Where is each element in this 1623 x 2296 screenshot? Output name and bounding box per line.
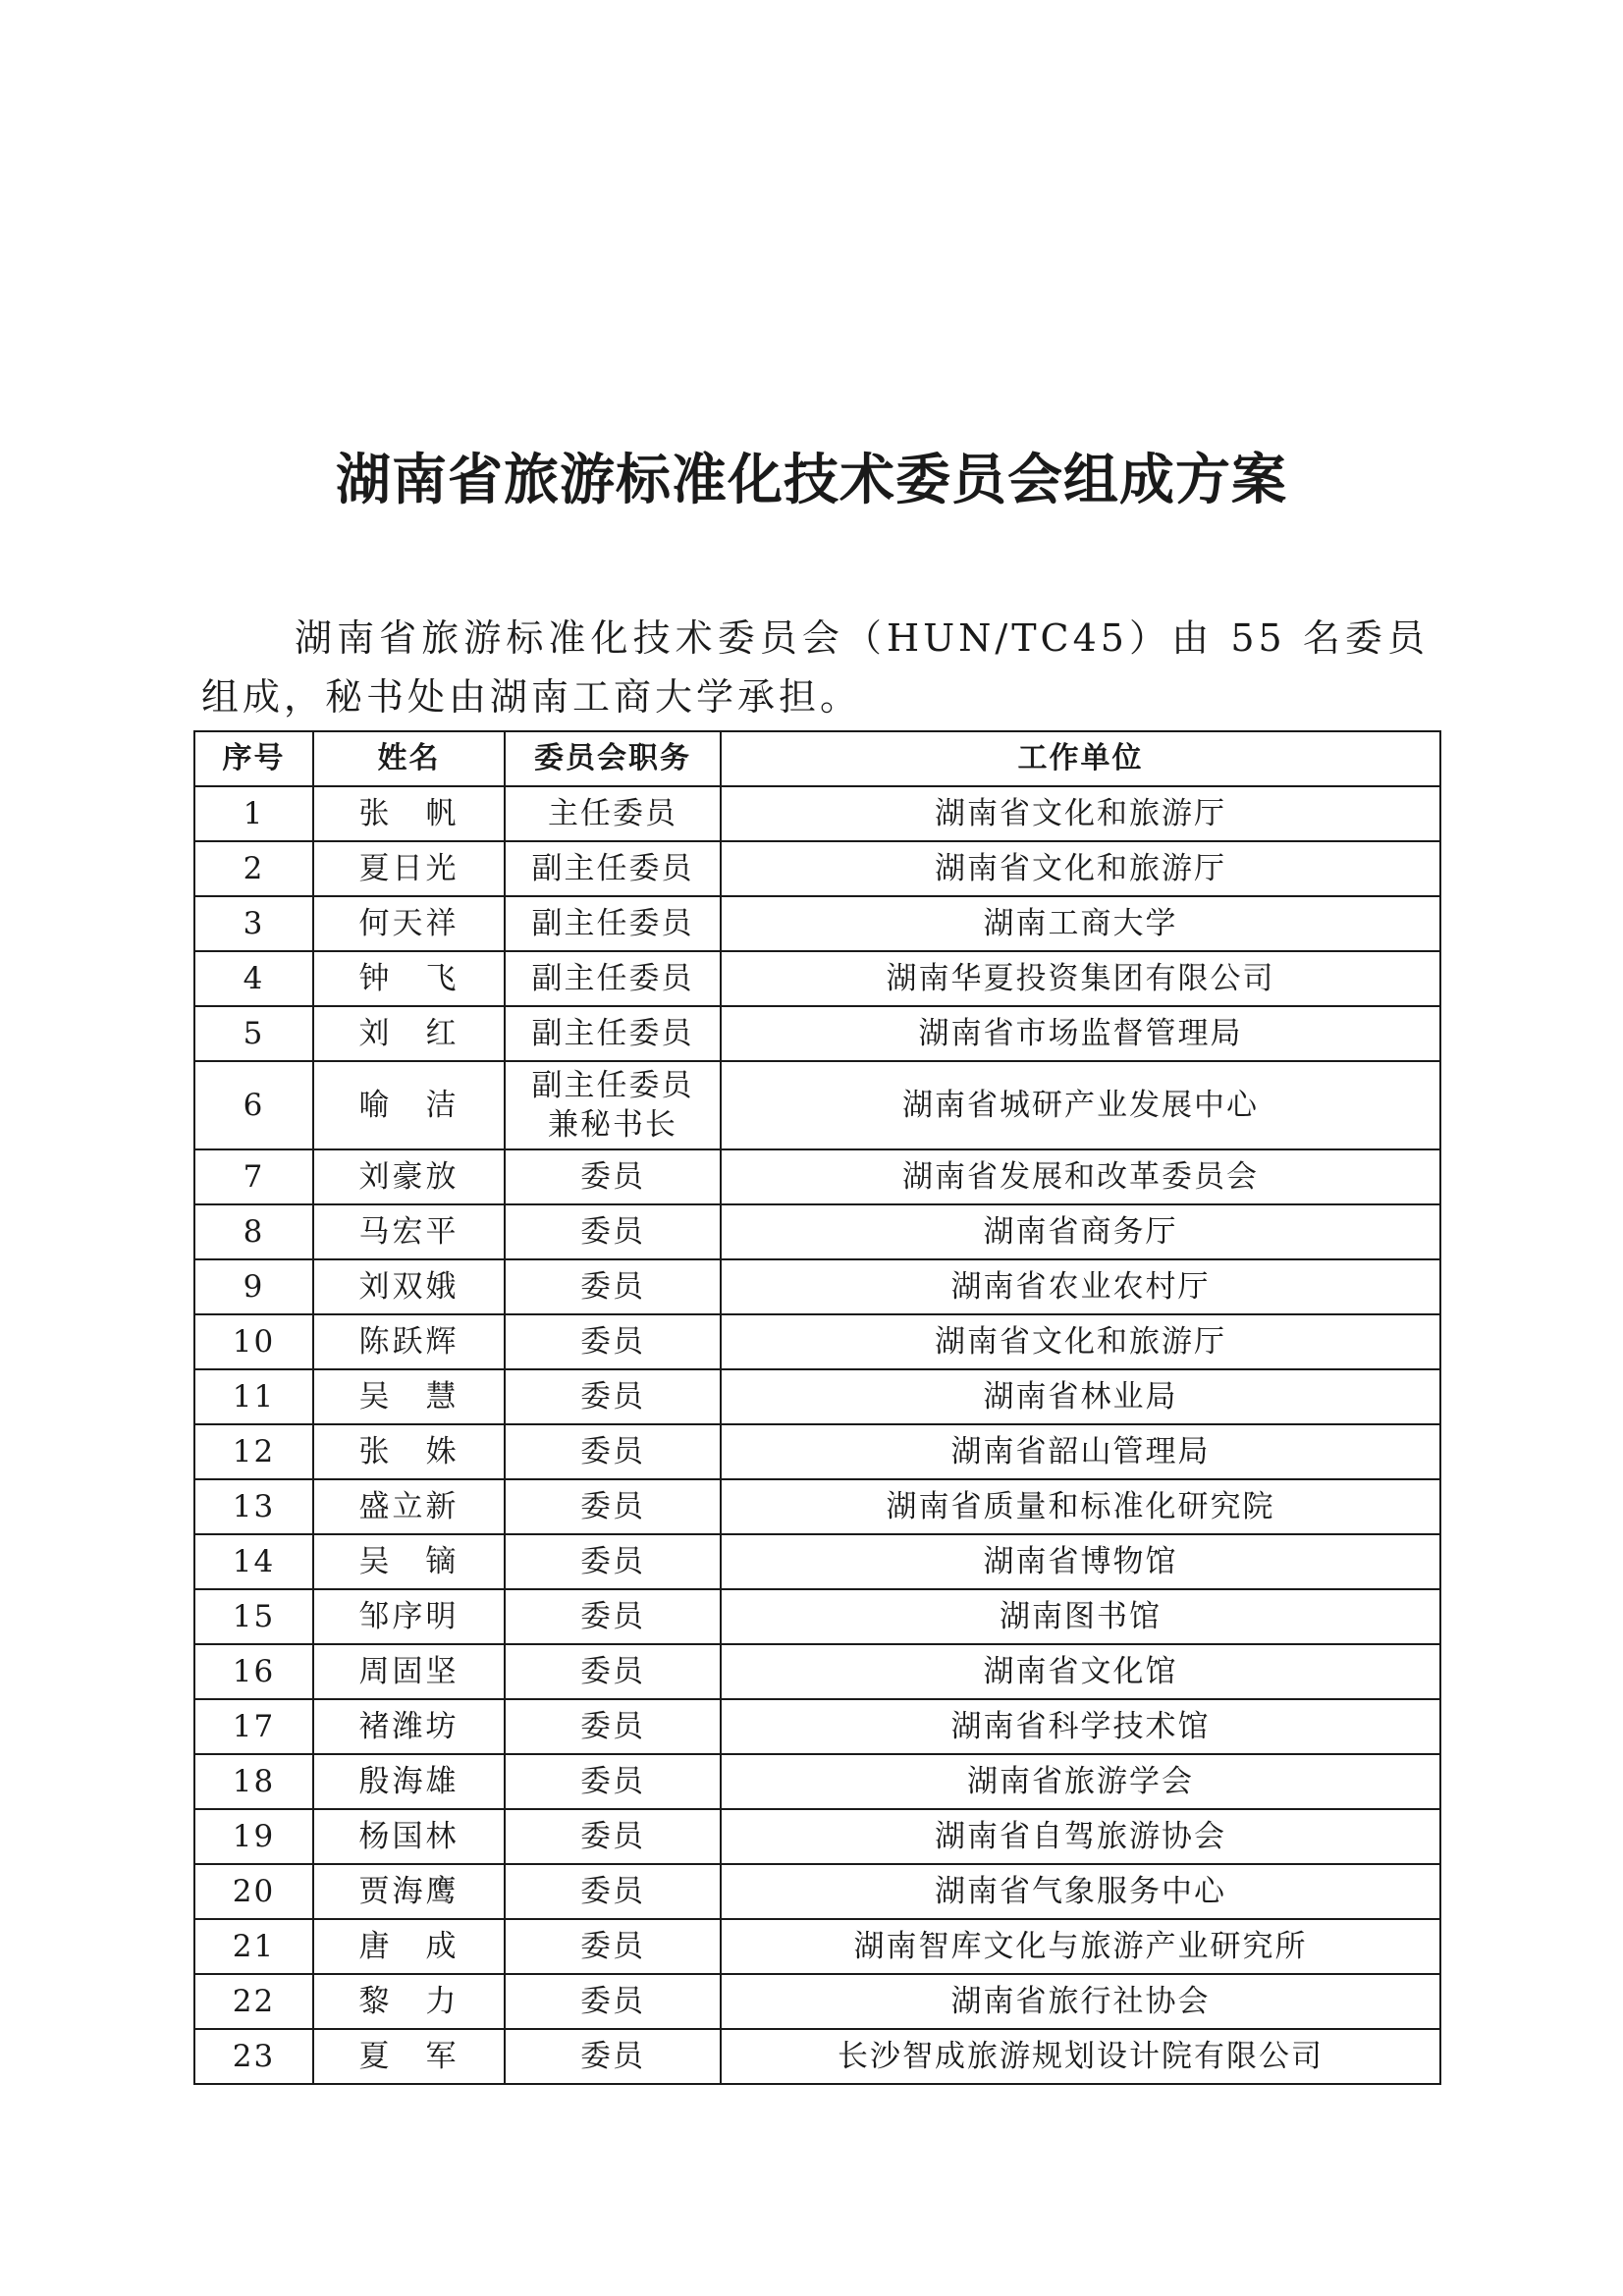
row-unit: 湖南省博物馆: [721, 1534, 1440, 1589]
header-name: 姓名: [313, 731, 505, 786]
row-name: 刘豪放: [313, 1149, 505, 1204]
row-role: [505, 1061, 721, 1149]
row-name: 吴 慧: [313, 1369, 505, 1424]
table-row: [194, 1424, 1440, 1479]
row-name: 张 帆: [313, 786, 505, 841]
table-row: [194, 841, 1440, 896]
row-name: 马宏平: [313, 1204, 505, 1259]
row-no: 20: [194, 1864, 313, 1919]
row-name: 刘双娥: [313, 1259, 505, 1314]
row-no: 17: [194, 1699, 313, 1754]
row-unit: 湖南图书馆: [721, 1589, 1440, 1644]
row-name: 喻 洁: [313, 1061, 505, 1149]
row-no: 11: [194, 1369, 313, 1424]
table-row: [194, 786, 1440, 841]
header-unit: 工作单位: [721, 731, 1440, 786]
table-row: [194, 1204, 1440, 1259]
row-no: 10: [194, 1314, 313, 1369]
row-role: 委员: [505, 1479, 721, 1534]
row-name: 夏日光: [313, 841, 505, 896]
row-no: 21: [194, 1919, 313, 1974]
row-role: 委员: [505, 1644, 721, 1699]
row-no: 2: [194, 841, 313, 896]
row-role: 委员: [505, 1589, 721, 1644]
row-no: 5: [194, 1006, 313, 1061]
row-role: 主任委员: [505, 786, 721, 841]
row-no: 23: [194, 2029, 313, 2084]
row-unit: 湖南省质量和标准化研究院: [721, 1479, 1440, 1534]
row-unit: 湖南省旅游学会: [721, 1754, 1440, 1809]
row-no: 13: [194, 1479, 313, 1534]
row-role-line2: 兼秘书长: [548, 1107, 677, 1143]
row-unit: 湖南省林业局: [721, 1369, 1440, 1424]
row-role: 副主任委员: [505, 896, 721, 951]
row-name: 陈跃辉: [313, 1314, 505, 1369]
row-role: 委员: [505, 1314, 721, 1369]
row-unit: 湖南省商务厅: [721, 1204, 1440, 1259]
row-no: 9: [194, 1259, 313, 1314]
row-name: 杨国林: [313, 1809, 505, 1864]
row-role: 委员: [505, 1699, 721, 1754]
row-no: 18: [194, 1754, 313, 1809]
row-role: 副主任委员: [505, 841, 721, 896]
row-no: 16: [194, 1644, 313, 1699]
row-unit: 湖南省旅行社协会: [721, 1974, 1440, 2029]
row-unit: 湖南华夏投资集团有限公司: [721, 951, 1440, 1006]
row-unit: 长沙智成旅游规划设计院有限公司: [721, 2029, 1440, 2084]
row-role: 委员: [505, 1809, 721, 1864]
row-no: 7: [194, 1149, 313, 1204]
row-unit: 湖南省气象服务中心: [721, 1864, 1440, 1919]
table-row: [194, 1919, 1440, 1974]
table-row: [194, 1754, 1440, 1809]
table-row: [194, 1259, 1440, 1314]
table-header-row: [194, 731, 1440, 786]
row-name: 盛立新: [313, 1479, 505, 1534]
row-name: 殷海雄: [313, 1754, 505, 1809]
row-role-line1: 副主任委员: [531, 1068, 694, 1103]
table-row: [194, 1369, 1440, 1424]
row-unit: 湖南省文化馆: [721, 1644, 1440, 1699]
row-name: 周固坚: [313, 1644, 505, 1699]
table-row: [194, 2029, 1440, 2084]
row-no: 15: [194, 1589, 313, 1644]
table-row: [194, 951, 1440, 1006]
row-name: 唐 成: [313, 1919, 505, 1974]
row-unit: 湖南省农业农村厅: [721, 1259, 1440, 1314]
intro-paragraph: 湖南省旅游标准化技术委员会（HUN/TC45）由 55 名委员组成，秘书处由湖南工商大学承担。: [201, 616, 1429, 719]
table-row: [194, 1864, 1440, 1919]
table-row: [194, 1061, 1440, 1149]
header-role: 委员会职务: [505, 731, 721, 786]
row-no: 8: [194, 1204, 313, 1259]
row-unit: 湖南省发展和改革委员会: [721, 1149, 1440, 1204]
row-no: 12: [194, 1424, 313, 1479]
row-name: 钟 飞: [313, 951, 505, 1006]
row-no: 1: [194, 786, 313, 841]
table-row: [194, 1479, 1440, 1534]
table-row: [194, 1314, 1440, 1369]
row-role: 委员: [505, 1974, 721, 2029]
row-role: 委员: [505, 1149, 721, 1204]
row-role: 委员: [505, 1369, 721, 1424]
row-role: 副主任委员: [505, 1006, 721, 1061]
table-row: [194, 1974, 1440, 2029]
row-unit: 湖南省文化和旅游厅: [721, 841, 1440, 896]
row-unit: 湖南省城研产业发展中心: [721, 1061, 1440, 1149]
row-unit: 湖南省文化和旅游厅: [721, 786, 1440, 841]
row-unit: 湖南省自驾旅游协会: [721, 1809, 1440, 1864]
table-row: [194, 1699, 1440, 1754]
row-name: 张 姝: [313, 1424, 505, 1479]
row-unit: 湖南省科学技术馆: [721, 1699, 1440, 1754]
row-unit: 湖南工商大学: [721, 896, 1440, 951]
row-unit: 湖南省文化和旅游厅: [721, 1314, 1440, 1369]
table-row: [194, 1534, 1440, 1589]
row-name: 吴 镝: [313, 1534, 505, 1589]
row-role: 委员: [505, 1864, 721, 1919]
row-role: 委员: [505, 1259, 721, 1314]
table-row: [194, 1149, 1440, 1204]
row-role: 委员: [505, 1919, 721, 1974]
row-no: 14: [194, 1534, 313, 1589]
row-unit: 湖南智库文化与旅游产业研究所: [721, 1919, 1440, 1974]
row-role: 委员: [505, 1534, 721, 1589]
table-row: [194, 1644, 1440, 1699]
table-row: [194, 1809, 1440, 1864]
row-name: 褚潍坊: [313, 1699, 505, 1754]
row-role: 委员: [505, 1204, 721, 1259]
row-role: 委员: [505, 1424, 721, 1479]
row-no: 3: [194, 896, 313, 951]
table-row: [194, 1589, 1440, 1644]
row-no: 6: [194, 1061, 313, 1149]
table-row: [194, 896, 1440, 951]
row-unit: 湖南省韶山管理局: [721, 1424, 1440, 1479]
committee-table: [193, 730, 1441, 2085]
row-name: 黎 力: [313, 1974, 505, 2029]
row-no: 22: [194, 1974, 313, 2029]
row-role: 副主任委员: [505, 951, 721, 1006]
row-name: 夏 军: [313, 2029, 505, 2084]
row-name: 邹序明: [313, 1589, 505, 1644]
row-role: 委员: [505, 2029, 721, 2084]
row-name: 何天祥: [313, 896, 505, 951]
row-name: 贾海鹰: [313, 1864, 505, 1919]
row-no: 4: [194, 951, 313, 1006]
row-unit: 湖南省市场监督管理局: [721, 1006, 1440, 1061]
table-row: [194, 1006, 1440, 1061]
row-role: 委员: [505, 1754, 721, 1809]
header-no: 序号: [194, 731, 313, 786]
row-name: 刘 红: [313, 1006, 505, 1061]
row-no: 19: [194, 1809, 313, 1864]
page-title: 湖南省旅游标准化技术委员会组成方案: [336, 449, 1287, 512]
